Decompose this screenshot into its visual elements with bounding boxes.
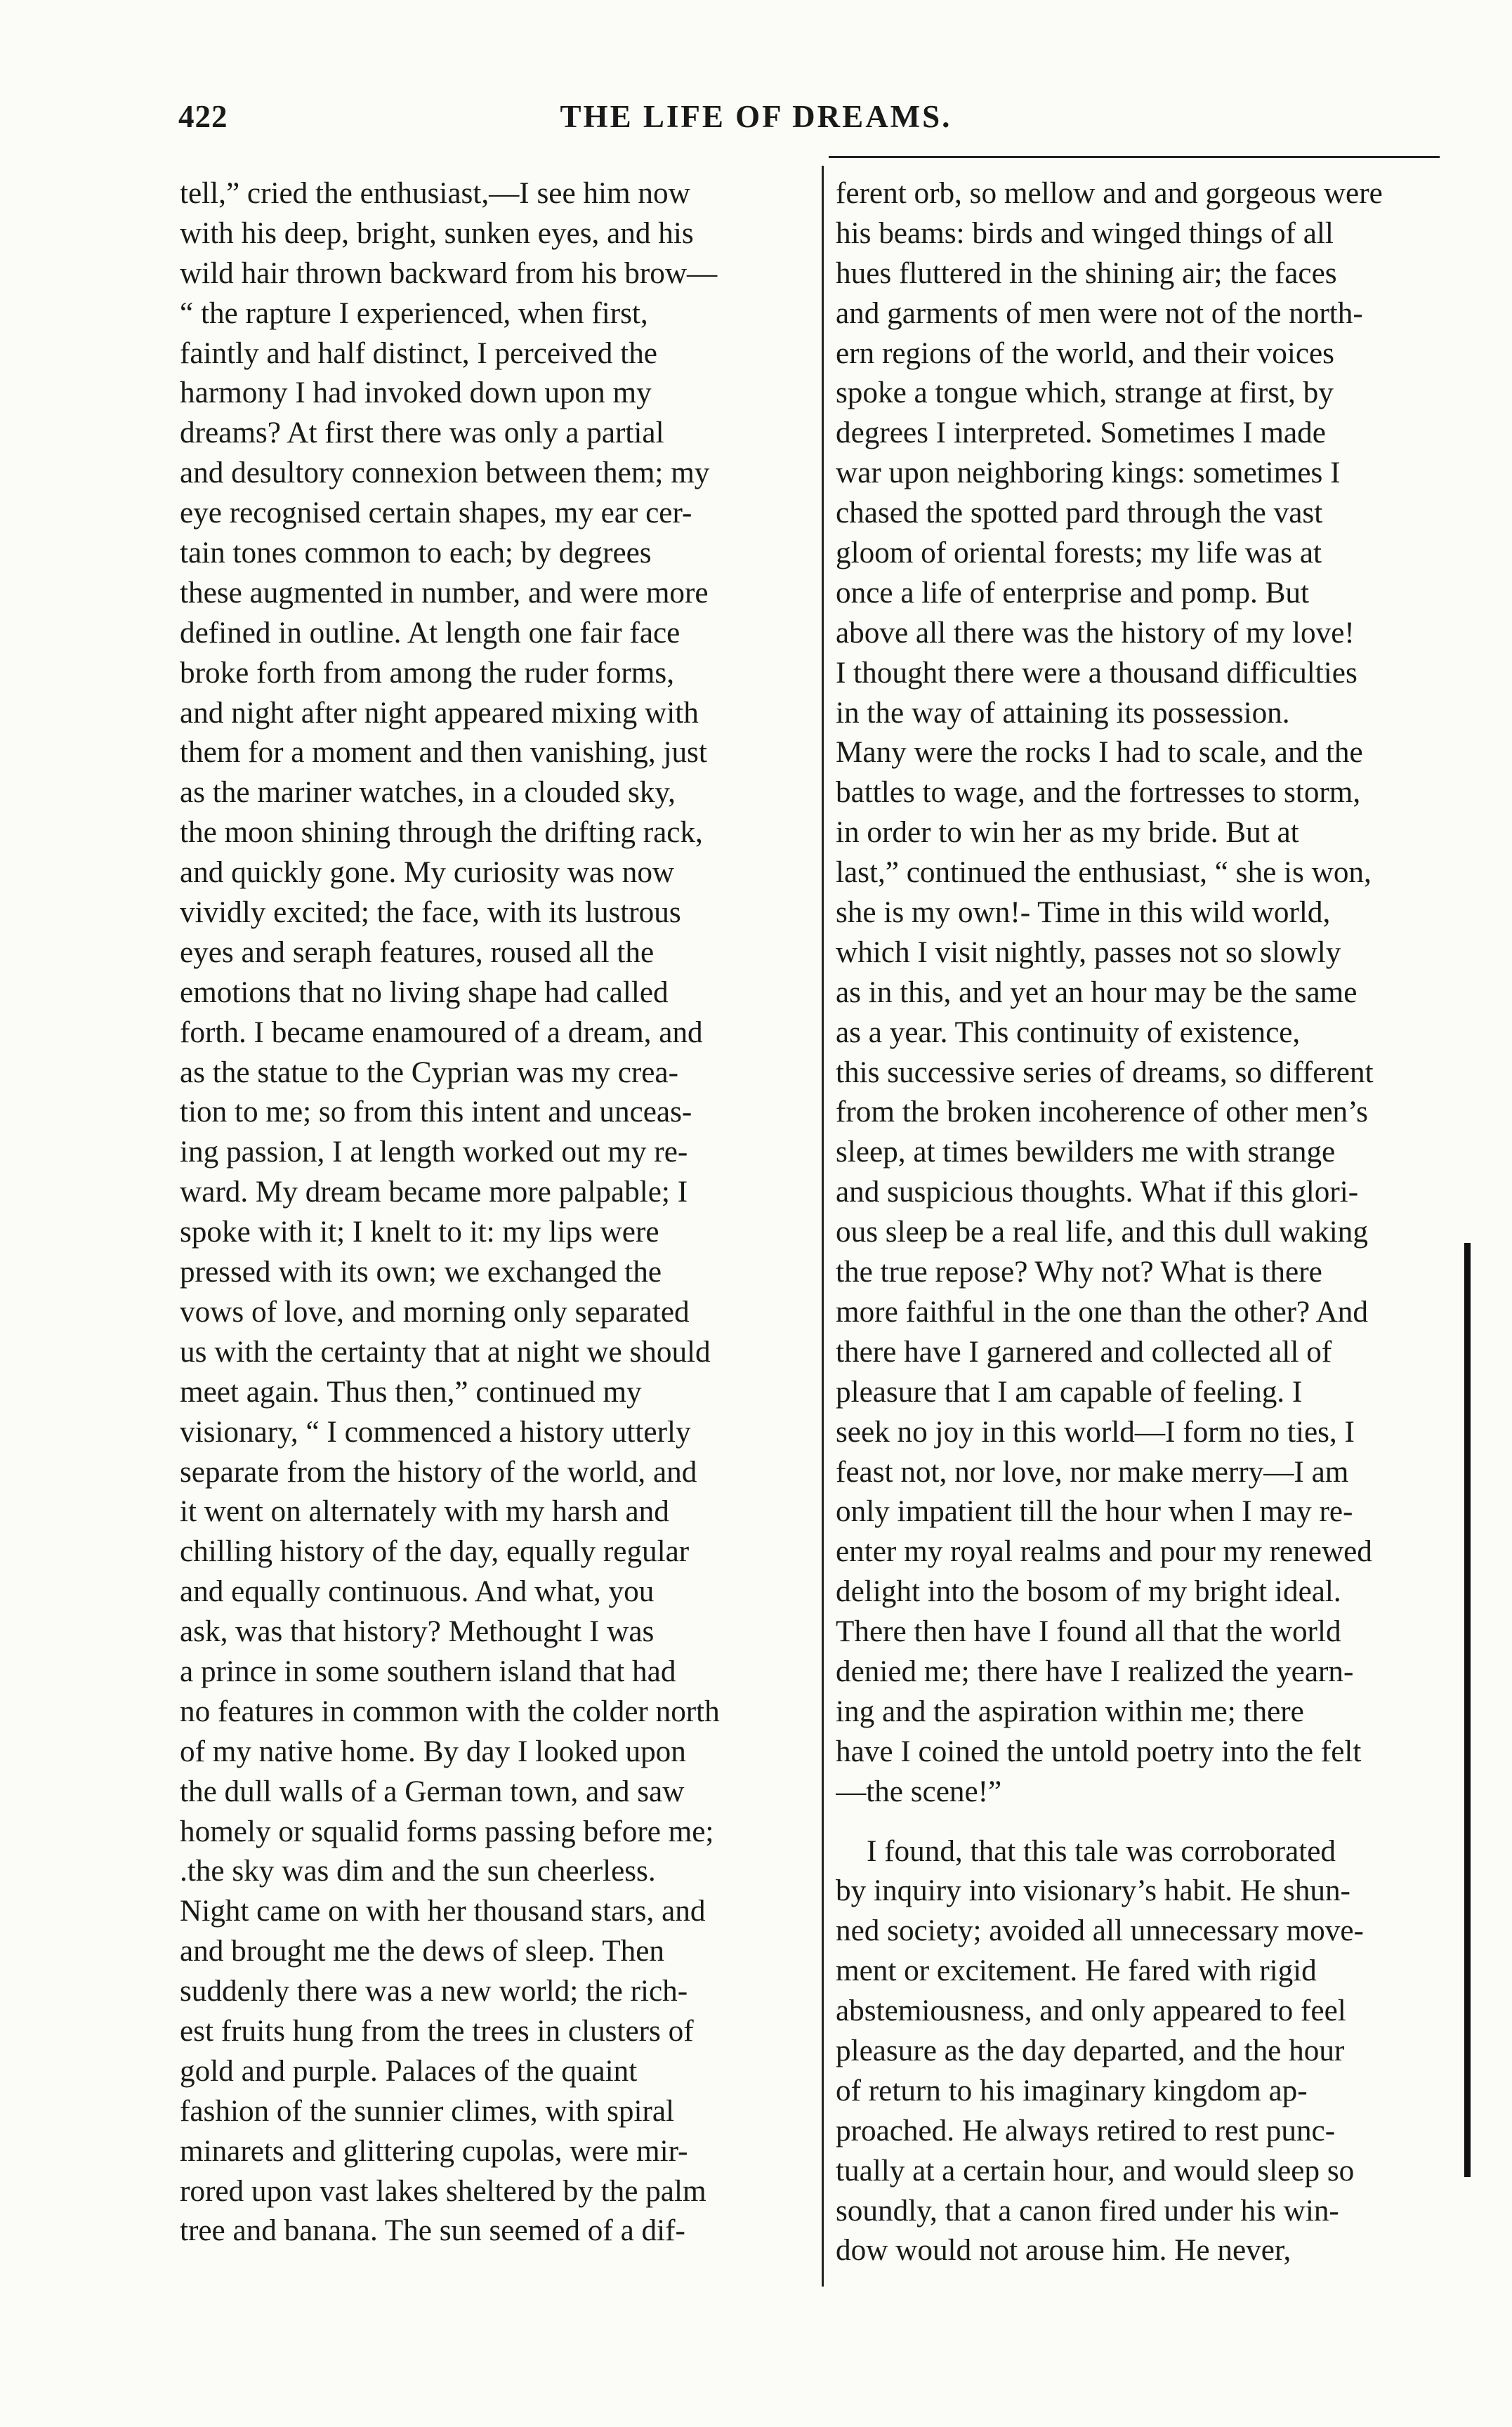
column-divider: [822, 166, 824, 2287]
text-line: delight into the bosom of my bright ideal.: [836, 1575, 1341, 1609]
page-edge-shadow: [1464, 1243, 1471, 2177]
text-line: his beams: birds and winged things of all: [836, 216, 1334, 250]
text-line: which I visit nightly, passes not so slowly: [836, 935, 1341, 969]
text-line: us with the certainty that at night we should: [180, 1335, 711, 1369]
text-line: Night came on with her thousand stars, and: [180, 1895, 706, 1928]
text-line: wild hair thrown backward from his brow—: [180, 256, 718, 290]
text-line: in the way of attaining its possession.: [836, 696, 1290, 730]
text-line: ous sleep be a real life, and this dull waking: [836, 1216, 1368, 1249]
text-line: of my native home. By day I looked upon: [180, 1735, 686, 1768]
text-line: the true repose? Why not? What is there: [836, 1256, 1322, 1289]
text-line: tually at a certain hour, and would sleep so: [836, 2154, 1355, 2188]
text-line: spoke a tongue which, strange at first, by: [836, 376, 1334, 410]
text-line: as the statue to the Cyprian was my crea-: [180, 1055, 678, 1089]
text-line: spoke with it; I knelt to it: my lips were: [180, 1216, 659, 1249]
text-line: have I coined the untold poetry into the felt: [836, 1735, 1362, 1768]
text-line: emotions that no living shape had called: [180, 975, 669, 1009]
text-line: sleep, at times bewilders me with strange: [836, 1136, 1336, 1169]
text-line: I thought there were a thousand difficulties: [836, 656, 1357, 690]
text-line: vividly excited; the face, with its lustrous: [180, 896, 681, 930]
text-line: and desultory connexion between them; my: [180, 456, 710, 490]
text-line: pleasure as the day departed, and the hour: [836, 2034, 1345, 2067]
text-line: and suspicious thoughts. What if this glori-: [836, 1176, 1359, 1209]
left-column: [180, 174, 810, 2251]
text-line: tell,” cried the enthusiast,—I see him now: [180, 177, 690, 210]
text-line: gold and purple. Palaces of the quaint: [180, 2054, 638, 2088]
text-line: pressed with its own; we exchanged the: [180, 1256, 662, 1289]
text-line: ward. My dream became more palpable; I: [180, 1176, 688, 1209]
text-line: last,” continued the enthusiast, “ she is won,: [836, 856, 1372, 890]
text-line: pleasure that I am capable of feeling. I: [836, 1375, 1303, 1409]
text-line: these augmented in number, and were more: [180, 576, 709, 610]
text-line: suddenly there was a new world; the rich-: [180, 1975, 688, 2008]
text-line: eyes and seraph features, roused all the: [180, 935, 655, 969]
text-line: “ the rapture I experienced, when first,: [180, 296, 648, 330]
text-line: faintly and half distinct, I perceived the: [180, 336, 657, 370]
text-line: in order to win her as my bride. But at: [836, 816, 1299, 850]
text-line: ern regions of the world, and their voices: [836, 336, 1334, 370]
text-line: soundly, that a canon fired under his win-: [836, 2194, 1339, 2228]
text-line: There then have I found all that the world: [836, 1615, 1341, 1649]
text-line: separate from the history of the world, and: [180, 1455, 697, 1489]
text-line: —the scene!”: [836, 1775, 1002, 1808]
text-line: from the broken incoherence of other men’s: [836, 1096, 1368, 1129]
page-number: 422: [178, 99, 228, 134]
text-line: with his deep, bright, sunken eyes, and his: [180, 216, 694, 250]
text-line: est fruits hung from the trees in clusters of: [180, 2014, 694, 2048]
text-line: enter my royal realms and pour my renewed: [836, 1535, 1372, 1569]
text-line: dreams? At first there was only a partial: [180, 416, 664, 450]
text-line: degrees I interpreted. Sometimes I made: [836, 416, 1326, 450]
text-line: I found, that this tale was corroborated: [867, 1834, 1336, 1868]
text-line: ferent orb, so mellow and and gorgeous were: [836, 177, 1383, 210]
text-line: ask, was that history? Methought I was: [180, 1615, 655, 1649]
text-line: she is my own!- Time in this wild world,: [836, 896, 1331, 930]
text-line: ned society; avoided all unnecessary move-: [836, 1914, 1364, 1948]
text-line: and brought me the dews of sleep. Then: [180, 1935, 665, 1968]
text-line: harmony I had invoked down upon my: [180, 376, 652, 410]
text-line: feast not, nor love, nor make merry—I am: [836, 1455, 1349, 1489]
text-line: more faithful in the one than the other? And: [836, 1295, 1368, 1329]
text-line: rored upon vast lakes sheltered by the palm: [180, 2174, 706, 2208]
text-line: chased the spotted pard through the vast: [836, 496, 1323, 530]
text-line: as in this, and yet an hour may be the same: [836, 975, 1357, 1009]
text-line: abstemiousness, and only appeared to feel: [836, 1994, 1346, 2028]
right-column: [836, 174, 1461, 2271]
text-line: proached. He always retired to rest punc-: [836, 2114, 1336, 2148]
text-line: ing and the aspiration within me; there: [836, 1695, 1304, 1728]
text-line: .the sky was dim and the sun cheerless.: [180, 1855, 656, 1888]
text-line: homely or squalid forms passing before me;: [180, 1815, 714, 1848]
text-line: of return to his imaginary kingdom ap-: [836, 2074, 1308, 2107]
text-line: meet again. Thus then,” continued my: [180, 1375, 642, 1409]
text-line: tion to me; so from this intent and unceas-: [180, 1096, 692, 1129]
text-line: as a year. This continuity of existence,: [836, 1015, 1301, 1049]
text-line: no features in common with the colder north: [180, 1695, 720, 1728]
text-line: dow would not arouse him. He never,: [836, 2234, 1291, 2268]
text-line: and equally continuous. And what, you: [180, 1575, 655, 1609]
paragraph-gap: [836, 1813, 1461, 1832]
text-line: gloom of oriental forests; my life was at: [836, 537, 1322, 570]
text-line: eye recognised certain shapes, my ear cer-: [180, 496, 692, 530]
text-line: Many were the rocks I had to scale, and the: [836, 736, 1363, 770]
text-line: by inquiry into visionary’s habit. He shun-: [836, 1874, 1350, 1908]
text-line: battles to wage, and the fortresses to storm,: [836, 776, 1361, 810]
text-line: tain tones common to each; by degrees: [180, 537, 652, 570]
text-line: defined in outline. At length one fair face: [180, 616, 681, 650]
text-line: as the mariner watches, in a clouded sky,: [180, 776, 676, 810]
text-line: this successive series of dreams, so different: [836, 1055, 1374, 1089]
text-line: the dull walls of a German town, and saw: [180, 1775, 685, 1808]
text-line: chilling history of the day, equally regular: [180, 1535, 690, 1569]
running-title: THE LIFE OF DREAMS.: [560, 99, 952, 134]
text-line: the moon shining through the drifting rack,: [180, 816, 703, 850]
text-line: visionary, “ I commenced a history utterly: [180, 1415, 691, 1449]
text-line: seek no joy in this world—I form no ties, I: [836, 1415, 1355, 1449]
text-line: and night after night appeared mixing with: [180, 696, 699, 730]
text-line: war upon neighboring kings: sometimes I: [836, 456, 1341, 490]
text-line: ment or excitement. He fared with rigid: [836, 1954, 1317, 1988]
text-line: hues fluttered in the shining air; the faces: [836, 256, 1337, 290]
text-line: tree and banana. The sun seemed of a dif-: [180, 2214, 685, 2248]
text-line: forth. I became enamoured of a dream, and: [180, 1015, 703, 1049]
text-line: it went on alternately with my harsh and: [180, 1495, 669, 1529]
text-line: fashion of the sunnier climes, with spiral: [180, 2094, 675, 2128]
header-rule: [829, 156, 1440, 158]
text-line: broke forth from among the ruder forms,: [180, 656, 674, 690]
text-line: and garments of men were not of the north-: [836, 296, 1363, 330]
text-line: above all there was the history of my love!: [836, 616, 1355, 650]
text-line: them for a moment and then vanishing, just: [180, 736, 707, 770]
text-line: there have I garnered and collected all of: [836, 1335, 1332, 1369]
text-line: ing passion, I at length worked out my re-: [180, 1136, 688, 1169]
text-line: vows of love, and morning only separated: [180, 1295, 690, 1329]
text-line: a prince in some southern island that had: [180, 1655, 676, 1688]
text-line: denied me; there have I realized the yearn-: [836, 1655, 1354, 1688]
text-line: only impatient till the hour when I may re-: [836, 1495, 1353, 1529]
text-line: once a life of enterprise and pomp. But: [836, 576, 1309, 610]
text-line: minarets and glittering cupolas, were mir-: [180, 2134, 688, 2168]
text-line: and quickly gone. My curiosity was now: [180, 856, 675, 890]
